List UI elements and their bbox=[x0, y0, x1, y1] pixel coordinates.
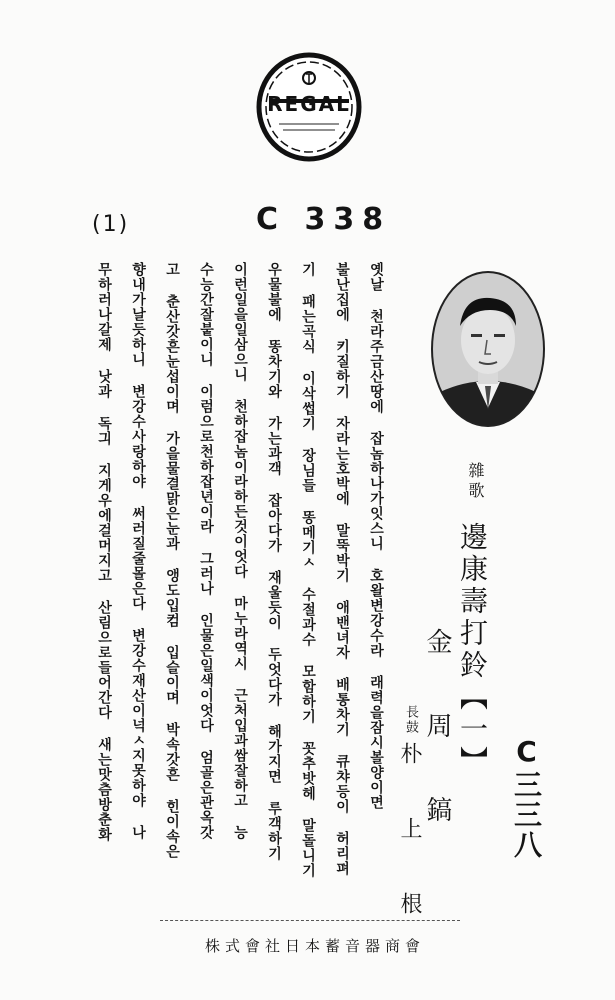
lyric-line: 불난집에 키질하기 자라는호박에 말뚝박기 애밴녀자 배통차기 큐챠등이 허리펴 bbox=[334, 262, 350, 876]
publisher-name: 株式會社日本蓄音器商會 bbox=[204, 937, 425, 955]
genre-label: 雜歌 bbox=[466, 462, 485, 502]
lyric-line: 이런일을일삼으니 천하잡놈이라하든것이엇다 마누라역시 근처입과쌈잘하고 능 bbox=[232, 262, 248, 840]
accompanist-role: 長鼓 bbox=[403, 705, 418, 735]
logo-wordmark: REGAL bbox=[267, 92, 351, 116]
regal-record-logo bbox=[255, 52, 363, 162]
lyric-line: 무하러나갈제 낫과 독긔 지게우에걸머지고 산림으로들어간다 새는맛츰방춘화 bbox=[96, 262, 112, 842]
accompanist-name: 朴 上 根 bbox=[397, 742, 422, 928]
lyric-line: 고 춘산갓흔눈섭이며 가을물결맑은눈과 앵도입컴 입슬이며 박속갓흔 힌이속은 bbox=[164, 262, 180, 859]
catalog-number: C 338 bbox=[256, 202, 392, 237]
lyric-line: 옛날 천라주금산땅에 잡놈하나가잇스니 호왈변강수라 래력을잠시볼양이면 bbox=[368, 262, 384, 810]
lyric-line: 수능간잘붙이니 이럼으로천하잡년이라 그러나 인물은일색이엇다 엄골은관옥갓 bbox=[198, 262, 214, 840]
footer-divider bbox=[160, 920, 460, 921]
catalog-number-vertical: C三三八 bbox=[510, 735, 543, 860]
lyric-line: 우물불에 똥차기와 가는과객 잡아다가 재울듯이 두엇다가 해가지면 루객하기 bbox=[266, 262, 282, 861]
lyric-line: 기 패는곡식 이삭썹기 장님들 똥메기ㅅ 수절과수 모함하기 꼿추밧헤 말돌니기 bbox=[300, 262, 316, 878]
lyric-line: 향내가날듯하니 변강수사랑하야 써러질줄몰은다 변강수재산이넉ㅅ지못하야 나 bbox=[130, 262, 146, 840]
page-number: (1) bbox=[92, 212, 130, 237]
song-title: 邊康壽打鈴【一】 bbox=[456, 522, 489, 778]
singer-portrait bbox=[430, 270, 546, 428]
singer-name: 金 周 鎬 bbox=[422, 628, 452, 836]
